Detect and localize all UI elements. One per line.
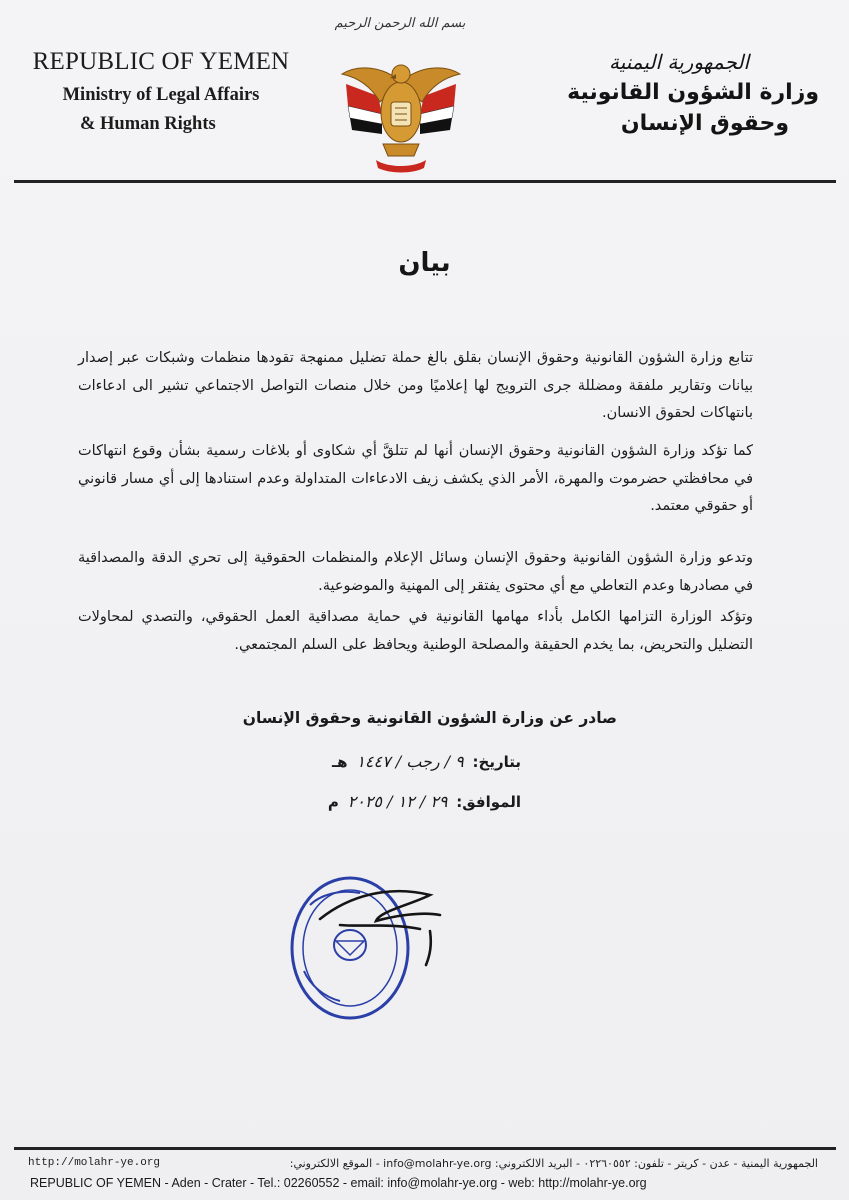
document-title: بيان <box>398 248 451 278</box>
footer-website-url: http://molahr-ye.org <box>28 1157 161 1169</box>
header-arabic-line2: وزارة الشؤون القانونية <box>567 80 819 105</box>
footer-arabic-contact: الجمهورية اليمنية - عدن - كريتر - تلفون: ٠٢٢٦٠٥٥٢ - البريد الالكتروني: info@molahr-ye.org - الموقع الالكتروني: <box>289 1157 818 1170</box>
header-arabic-line3: وحقوق الإنسان <box>620 111 789 136</box>
paragraph-2: كما تؤكد وزارة الشؤون القانونية وحقوق الإنسان أنها لم تتلقَّ أي شكاوى أو بلاغات رسمية بشأن وقوع انتهاكات في محافظتي حضرموت والمهرة، الأمر الذي يكشف زيف الادعاءات المتداولة وعدم استنادها إلى أي مسار قانوني أو حقوقي معتمد. <box>78 443 753 514</box>
hijri-date-label: بتاريخ: <box>472 753 521 771</box>
hijri-date-value: ٩ / رجب / ١٤٤٧ <box>356 752 464 771</box>
header-arabic-line1: الجمهورية اليمنية <box>608 50 750 74</box>
header-english-line1: REPUBLIC OF YEMEN <box>32 48 290 75</box>
yemen-eagle-emblem-icon <box>338 44 464 174</box>
official-stamp-with-signature <box>280 855 450 1030</box>
gregorian-date-label: الموافق: <box>456 793 521 811</box>
basmala-calligraphy: بسم الله الرحمن الرحيم <box>334 16 466 31</box>
paragraph-4: وتؤكد الوزارة التزامها الكامل بأداء مهامها القانونية في حماية مصداقية العمل الحقوقي، والتصدي لمحاولات التضليل والتحريض، بما يخدم الحقيقة والمصلحة الوطنية ويحافظ على السلم المجتمعي. <box>78 609 753 653</box>
header-english-line3: & Human Rights <box>80 114 216 134</box>
issued-by: صادر عن وزارة الشؤون القانونية وحقوق الإنسان <box>242 709 617 727</box>
header-english <box>30 48 292 135</box>
footer-line-arabic <box>28 1157 818 1171</box>
gregorian-date <box>328 792 521 811</box>
footer-divider <box>14 1147 836 1150</box>
footer-line-english: REPUBLIC OF YEMEN - Aden - Crater - Tel.: 02260552 - email: info@molahr-ye.org - web: http://molahr-ye.org <box>30 1176 647 1190</box>
gregorian-date-suffix: م <box>327 793 339 811</box>
header-divider <box>14 180 836 183</box>
header-arabic <box>559 50 819 136</box>
header-english-line2: Ministry of Legal Affairs <box>62 85 260 105</box>
paragraph-3: وتدعو وزارة الشؤون القانونية وحقوق الإنسان وسائل الإعلام والمنظمات الحقوقية إلى تحري الدقة والمصداقية في مصادرها وعدم التعاطي مع أي محتوى يفتقر إلى المهنية والموضوعية. <box>78 550 753 594</box>
paragraph-1: تتابع وزارة الشؤون القانونية وحقوق الإنسان بقلق بالغ حملة تضليل ممنهجة تقودها منظمات وشبكات عبر إصدار بيانات وتقارير ملفقة ومضللة جرى الترويج لها إعلاميًا ومن خلال منصات التواصل الاجتماعي تشير الى ادعاءات بانتهاكات لحقوق الانسان. <box>78 350 753 421</box>
hijri-date <box>332 752 521 771</box>
hijri-date-suffix: هـ <box>332 753 348 771</box>
gregorian-date-value: ٢٩ / ١٢ / ٢٠٢٥ <box>347 792 448 811</box>
